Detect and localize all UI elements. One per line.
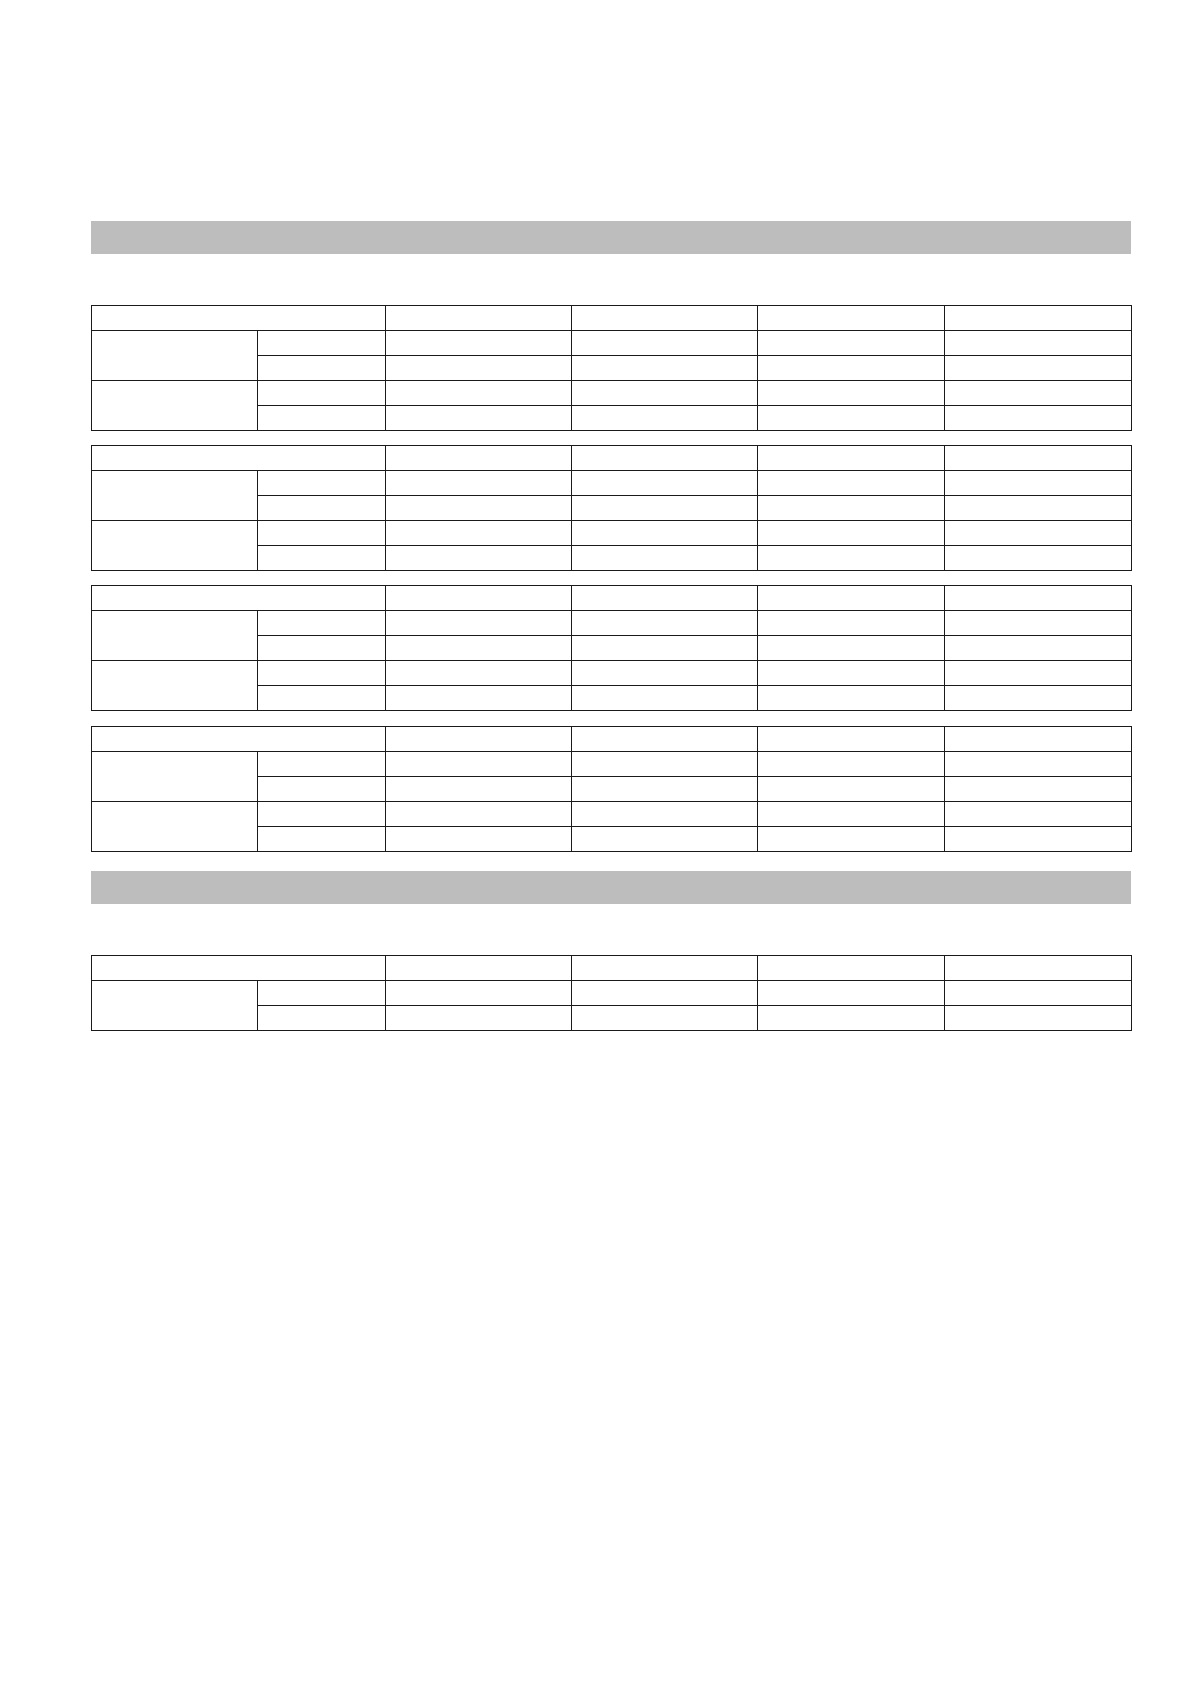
table-cell: [758, 546, 945, 571]
table-header-cell: [386, 727, 572, 752]
table-cell: [758, 981, 945, 1006]
table-cell: [758, 661, 945, 686]
table-header-row: [92, 727, 1132, 752]
data-table: [91, 445, 1132, 571]
table-cell: [945, 661, 1132, 686]
row-sublabel-cell: [258, 636, 386, 661]
table-cell: [758, 471, 945, 496]
table-cell: [572, 1006, 758, 1031]
table-cell: [572, 611, 758, 636]
table-cell: [945, 496, 1132, 521]
table-header-cell: [572, 586, 758, 611]
table-cell: [572, 496, 758, 521]
table-cell: [572, 406, 758, 431]
row-group-label: [92, 802, 258, 852]
table-row: [92, 331, 1132, 356]
table-header-cell: [386, 586, 572, 611]
table-row: [92, 471, 1132, 496]
table-cell: [572, 686, 758, 711]
table-cell: [758, 686, 945, 711]
row-sublabel-cell: [258, 827, 386, 852]
data-table: [91, 955, 1132, 1031]
table-cell: [572, 471, 758, 496]
table-cell: [945, 331, 1132, 356]
table-header-cell: [92, 956, 386, 981]
table-cell: [945, 802, 1132, 827]
table-header-cell: [572, 727, 758, 752]
table-cell: [945, 981, 1132, 1006]
table-cell: [386, 521, 572, 546]
table-row: [92, 611, 1132, 636]
data-table: [91, 305, 1132, 431]
row-sublabel-cell: [258, 496, 386, 521]
table-cell: [945, 636, 1132, 661]
table-header-cell: [572, 956, 758, 981]
table-cell: [386, 752, 572, 777]
table-cell: [386, 802, 572, 827]
table-cell: [386, 686, 572, 711]
row-sublabel-cell: [258, 331, 386, 356]
table-header-cell: [758, 956, 945, 981]
row-sublabel-cell: [258, 356, 386, 381]
table-cell: [945, 777, 1132, 802]
table-cell: [386, 636, 572, 661]
row-sublabel-cell: [258, 521, 386, 546]
table-cell: [758, 496, 945, 521]
row-sublabel-cell: [258, 752, 386, 777]
table-header-cell: [945, 586, 1132, 611]
table-row: [92, 661, 1132, 686]
table-header-cell: [572, 306, 758, 331]
table-cell: [386, 331, 572, 356]
table-cell: [386, 381, 572, 406]
row-sublabel-cell: [258, 546, 386, 571]
table-cell: [386, 356, 572, 381]
table-cell: [758, 827, 945, 852]
table-header-cell: [945, 956, 1132, 981]
table-cell: [572, 777, 758, 802]
row-group-label: [92, 381, 258, 431]
table-cell: [758, 381, 945, 406]
row-group-label: [92, 661, 258, 711]
table-header-cell: [386, 446, 572, 471]
table-cell: [386, 496, 572, 521]
row-group-label: [92, 981, 258, 1031]
table-cell: [572, 981, 758, 1006]
table-header-cell: [758, 727, 945, 752]
table-cell: [386, 406, 572, 431]
table-cell: [758, 1006, 945, 1031]
table-row: [92, 752, 1132, 777]
table-cell: [758, 356, 945, 381]
table-cell: [572, 381, 758, 406]
table-cell: [758, 636, 945, 661]
table-row: [92, 381, 1132, 406]
table-cell: [572, 546, 758, 571]
table-header-cell: [92, 306, 386, 331]
table-cell: [386, 611, 572, 636]
table-cell: [945, 356, 1132, 381]
table-cell: [758, 611, 945, 636]
row-sublabel-cell: [258, 611, 386, 636]
table-header-cell: [386, 306, 572, 331]
row-group-label: [92, 611, 258, 661]
row-group-label: [92, 521, 258, 571]
table-cell: [386, 471, 572, 496]
table-cell: [758, 752, 945, 777]
row-sublabel-cell: [258, 471, 386, 496]
data-table: [91, 585, 1132, 711]
table-cell: [945, 611, 1132, 636]
row-sublabel-cell: [258, 661, 386, 686]
table-cell: [758, 331, 945, 356]
row-sublabel-cell: [258, 802, 386, 827]
table-row: [92, 802, 1132, 827]
table-row: [92, 521, 1132, 546]
table-header-cell: [758, 446, 945, 471]
table-header-cell: [386, 956, 572, 981]
table-cell: [572, 331, 758, 356]
table-cell: [386, 661, 572, 686]
table-cell: [572, 356, 758, 381]
row-sublabel-cell: [258, 777, 386, 802]
row-sublabel-cell: [258, 406, 386, 431]
row-sublabel-cell: [258, 981, 386, 1006]
table-cell: [758, 802, 945, 827]
table-cell: [945, 827, 1132, 852]
table-cell: [945, 686, 1132, 711]
table-cell: [945, 546, 1132, 571]
table-header-cell: [945, 727, 1132, 752]
table-cell: [945, 471, 1132, 496]
section-header-band: [91, 221, 1131, 254]
table-header-cell: [758, 586, 945, 611]
table-cell: [758, 406, 945, 431]
table-header-cell: [572, 446, 758, 471]
table-cell: [572, 661, 758, 686]
table-cell: [572, 752, 758, 777]
table-cell: [945, 406, 1132, 431]
table-cell: [386, 546, 572, 571]
table-header-row: [92, 306, 1132, 331]
table-header-row: [92, 956, 1132, 981]
row-group-label: [92, 331, 258, 381]
table-header-cell: [92, 446, 386, 471]
table-cell: [386, 827, 572, 852]
row-sublabel-cell: [258, 381, 386, 406]
table-header-cell: [92, 586, 386, 611]
table-cell: [572, 827, 758, 852]
table-cell: [386, 777, 572, 802]
table-cell: [572, 802, 758, 827]
table-header-cell: [945, 446, 1132, 471]
table-cell: [572, 521, 758, 546]
table-cell: [945, 381, 1132, 406]
table-header-cell: [92, 727, 386, 752]
table-cell: [945, 521, 1132, 546]
table-cell: [758, 521, 945, 546]
table-header-cell: [758, 306, 945, 331]
row-sublabel-cell: [258, 1006, 386, 1031]
section-header-band: [91, 871, 1131, 904]
table-header-cell: [945, 306, 1132, 331]
row-group-label: [92, 471, 258, 521]
data-table: [91, 726, 1132, 852]
table-cell: [386, 1006, 572, 1031]
table-header-row: [92, 446, 1132, 471]
table-row: [92, 981, 1132, 1006]
table-cell: [945, 752, 1132, 777]
table-cell: [572, 636, 758, 661]
row-sublabel-cell: [258, 686, 386, 711]
table-cell: [945, 1006, 1132, 1031]
table-cell: [386, 981, 572, 1006]
table-header-row: [92, 586, 1132, 611]
table-cell: [758, 777, 945, 802]
row-group-label: [92, 752, 258, 802]
